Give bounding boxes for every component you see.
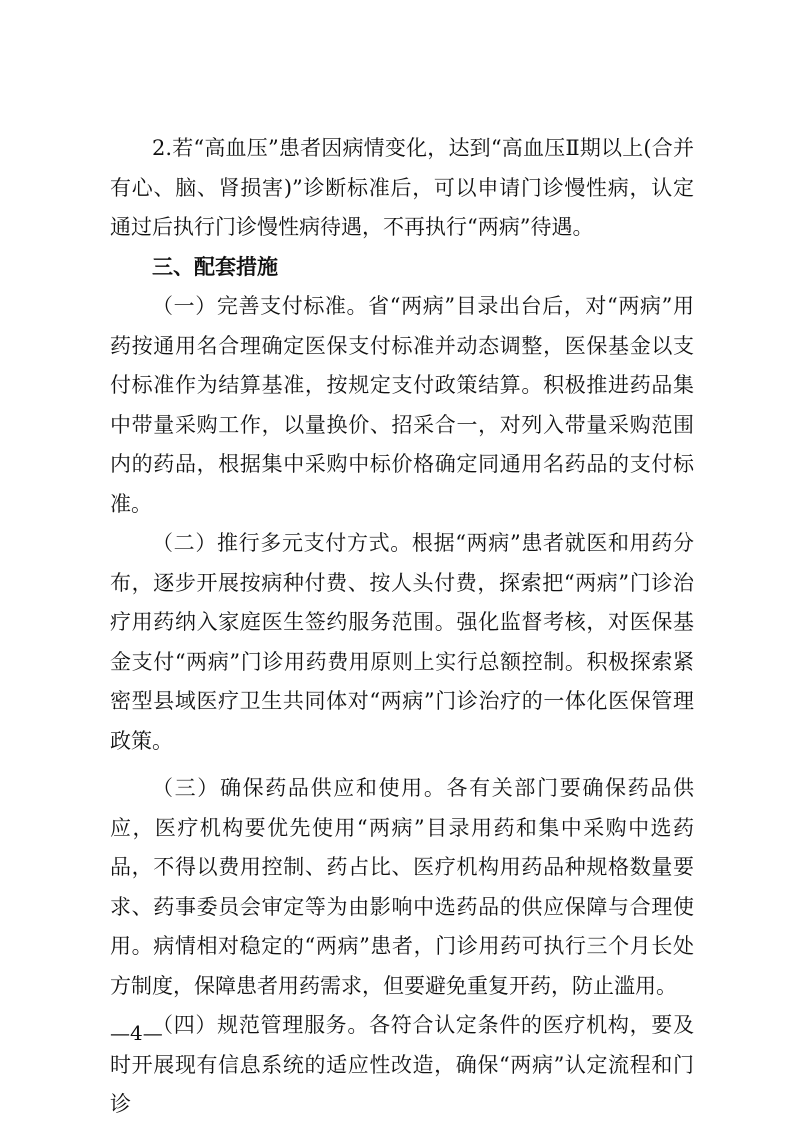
- paragraph-payment-standard: （一）完善支付标准。省“两病”目录出台后，对“两病”用药按通用名合理确定医保支付标准并动态调整，医保基金以支付标准作为结算基准，按规定支付政策结算。积极推进药品集中带量采购工作，以量换价、招采合一，对列入带量采购范围内的药品，根据集中采购中标价格确定同通用名药品的支付标准。: [110, 294, 694, 516]
- paragraph-hypertension-stage-rule: 2.若“高血压”患者因病情变化，达到“高血压Ⅱ期以上(合并有心、脑、肾损害)”诊断标准后，可以申请门诊慢性病，认定通过后执行门诊慢性病待遇，不再执行“两病”待遇。: [110, 136, 694, 239]
- paragraph-management-service: （四）规范管理服务。各符合认定条件的医疗机构，要及时开展现有信息系统的适应性改造，确保“两病”认定流程和门诊: [110, 1013, 694, 1116]
- paragraph-payment-methods: （二）推行多元支付方式。根据“两病”患者就医和用药分布，逐步开展按病种付费、按人头付费，探索把“两病”门诊治疗用药纳入家庭医生签约服务范围。强化监督考核，对医保基金支付“两病”门诊用药费用原则上实行总额控制。积极探索紧密型县域医疗卫生共同体对“两病”门诊治疗的一体化医保管理政策。: [110, 531, 694, 753]
- section-heading-supporting-measures: 三、配套措施: [152, 254, 278, 279]
- paragraph-drug-supply: （三）确保药品供应和使用。各有关部门要确保药品供应，医疗机构要优先使用“两病”目录用药和集中采购中选药品，不得以费用控制、药占比、医疗机构用药品种规格数量要求、药事委员会审定等为由影响中选药品的供应保障与合理使用。病情相对稳定的“两病”患者，门诊用药可执行三个月长处方制度，保障患者用药需求，但要避免重复开药，防止滥用。: [110, 776, 694, 998]
- document-body: [110, 129, 694, 1125]
- page-number: —4—: [110, 1021, 163, 1045]
